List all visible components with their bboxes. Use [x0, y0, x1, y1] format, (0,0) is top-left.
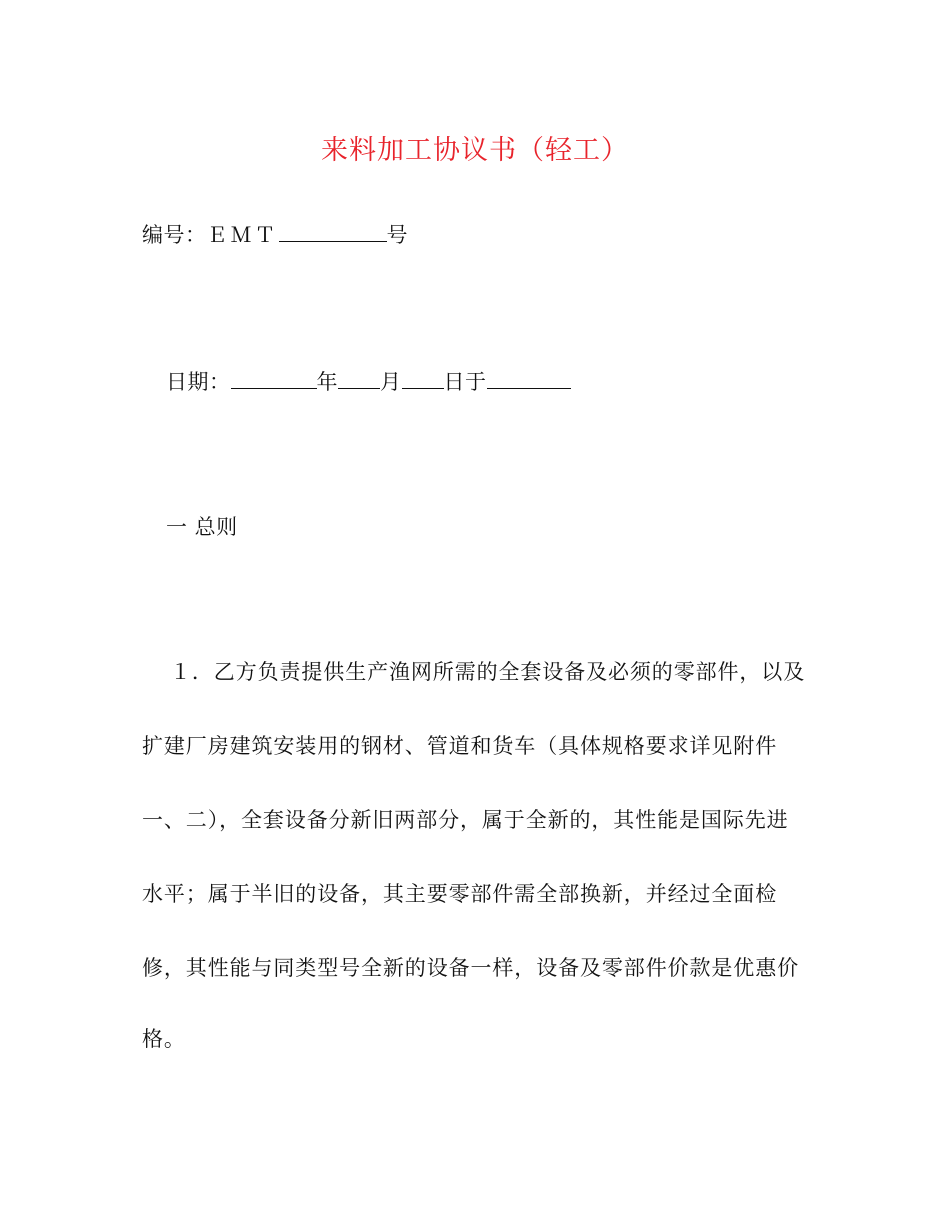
- contract-number-label: 编号：: [142, 223, 207, 247]
- clause-1-line: 一、二），全套设备分新旧两部分，属于全新的，其性能是国际先进: [142, 808, 789, 832]
- contract-number-line: [142, 219, 408, 249]
- contract-number-prefix: ＥＭＴ: [206, 223, 279, 247]
- date-year-unit: 年: [316, 370, 338, 394]
- date-place-blank: [487, 368, 571, 389]
- date-year-blank: [231, 368, 317, 389]
- clause-1-line: 水平；属于半旧的设备，其主要零部件需全部换新，并经过全面检: [142, 882, 778, 906]
- clause-1-line: １．乙方负责提供生产渔网所需的全套设备及必须的零部件，以及: [170, 660, 806, 684]
- date-label: 日期：: [166, 370, 231, 394]
- contract-number-suffix: 号: [386, 223, 408, 247]
- date-line: [166, 366, 571, 396]
- date-month-blank: [338, 368, 380, 389]
- date-day-unit: 日于: [443, 370, 487, 394]
- document-title: 来料加工协议书（轻工）: [321, 135, 629, 166]
- contract-number-blank: [279, 221, 387, 242]
- clause-1-line: 扩建厂房建筑安装用的钢材、管道和货车（具体规格要求详见附件: [142, 734, 778, 758]
- clause-1-line: 格。: [142, 1027, 186, 1051]
- date-day-blank: [402, 368, 444, 389]
- clause-1-line: 修，其性能与同类型号全新的设备一样，设备及零部件价款是优惠价: [142, 956, 799, 980]
- date-month-unit: 月: [380, 370, 402, 394]
- section-heading: 一 总则: [166, 515, 238, 539]
